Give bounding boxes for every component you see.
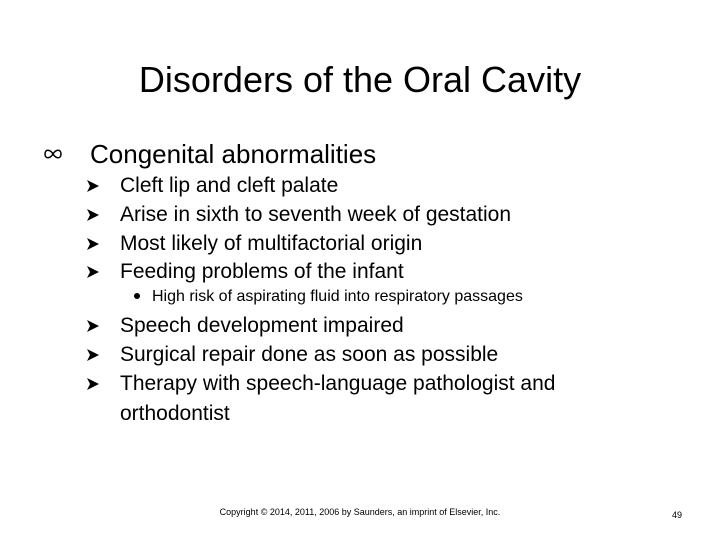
copyright-notice: Copyright © 2014, 2011, 2006 by Saunders, an imprint of Elsevier, Inc. xyxy=(219,507,501,517)
list-item-label: Arise in sixth to seventh week of gestation xyxy=(120,203,512,226)
page-number: 49 xyxy=(672,510,683,520)
list-item-label: Speech development impaired xyxy=(120,314,404,337)
sub-list-item-label: High risk of aspirating fluid into respiratory passages xyxy=(152,288,523,305)
list-item-label: Feeding problems of the infant xyxy=(120,260,404,283)
arrow-bullet-icon xyxy=(86,179,100,193)
dot-bullet-icon xyxy=(134,293,140,299)
list-item-label: Therapy with speech-language pathologist and orthodontist xyxy=(120,372,556,425)
arrow-bullet-icon xyxy=(86,319,100,333)
arrow-bullet-icon xyxy=(86,377,100,391)
arrow-bullet-icon xyxy=(86,265,100,279)
infinity-bullet-icon xyxy=(44,147,62,161)
arrow-bullet-icon xyxy=(86,348,100,362)
arrow-bullet-icon xyxy=(86,208,100,222)
list-item-label: Surgical repair done as soon as possible xyxy=(120,343,499,366)
heading-label: Congenital abnormalities xyxy=(90,139,377,169)
list-item-label: Cleft lip and cleft palate xyxy=(120,174,339,197)
slide-title: Disorders of the Oral Cavity xyxy=(138,59,582,100)
arrow-bullet-icon xyxy=(86,237,100,251)
list-item-label: Most likely of multifactorial origin xyxy=(120,232,423,255)
